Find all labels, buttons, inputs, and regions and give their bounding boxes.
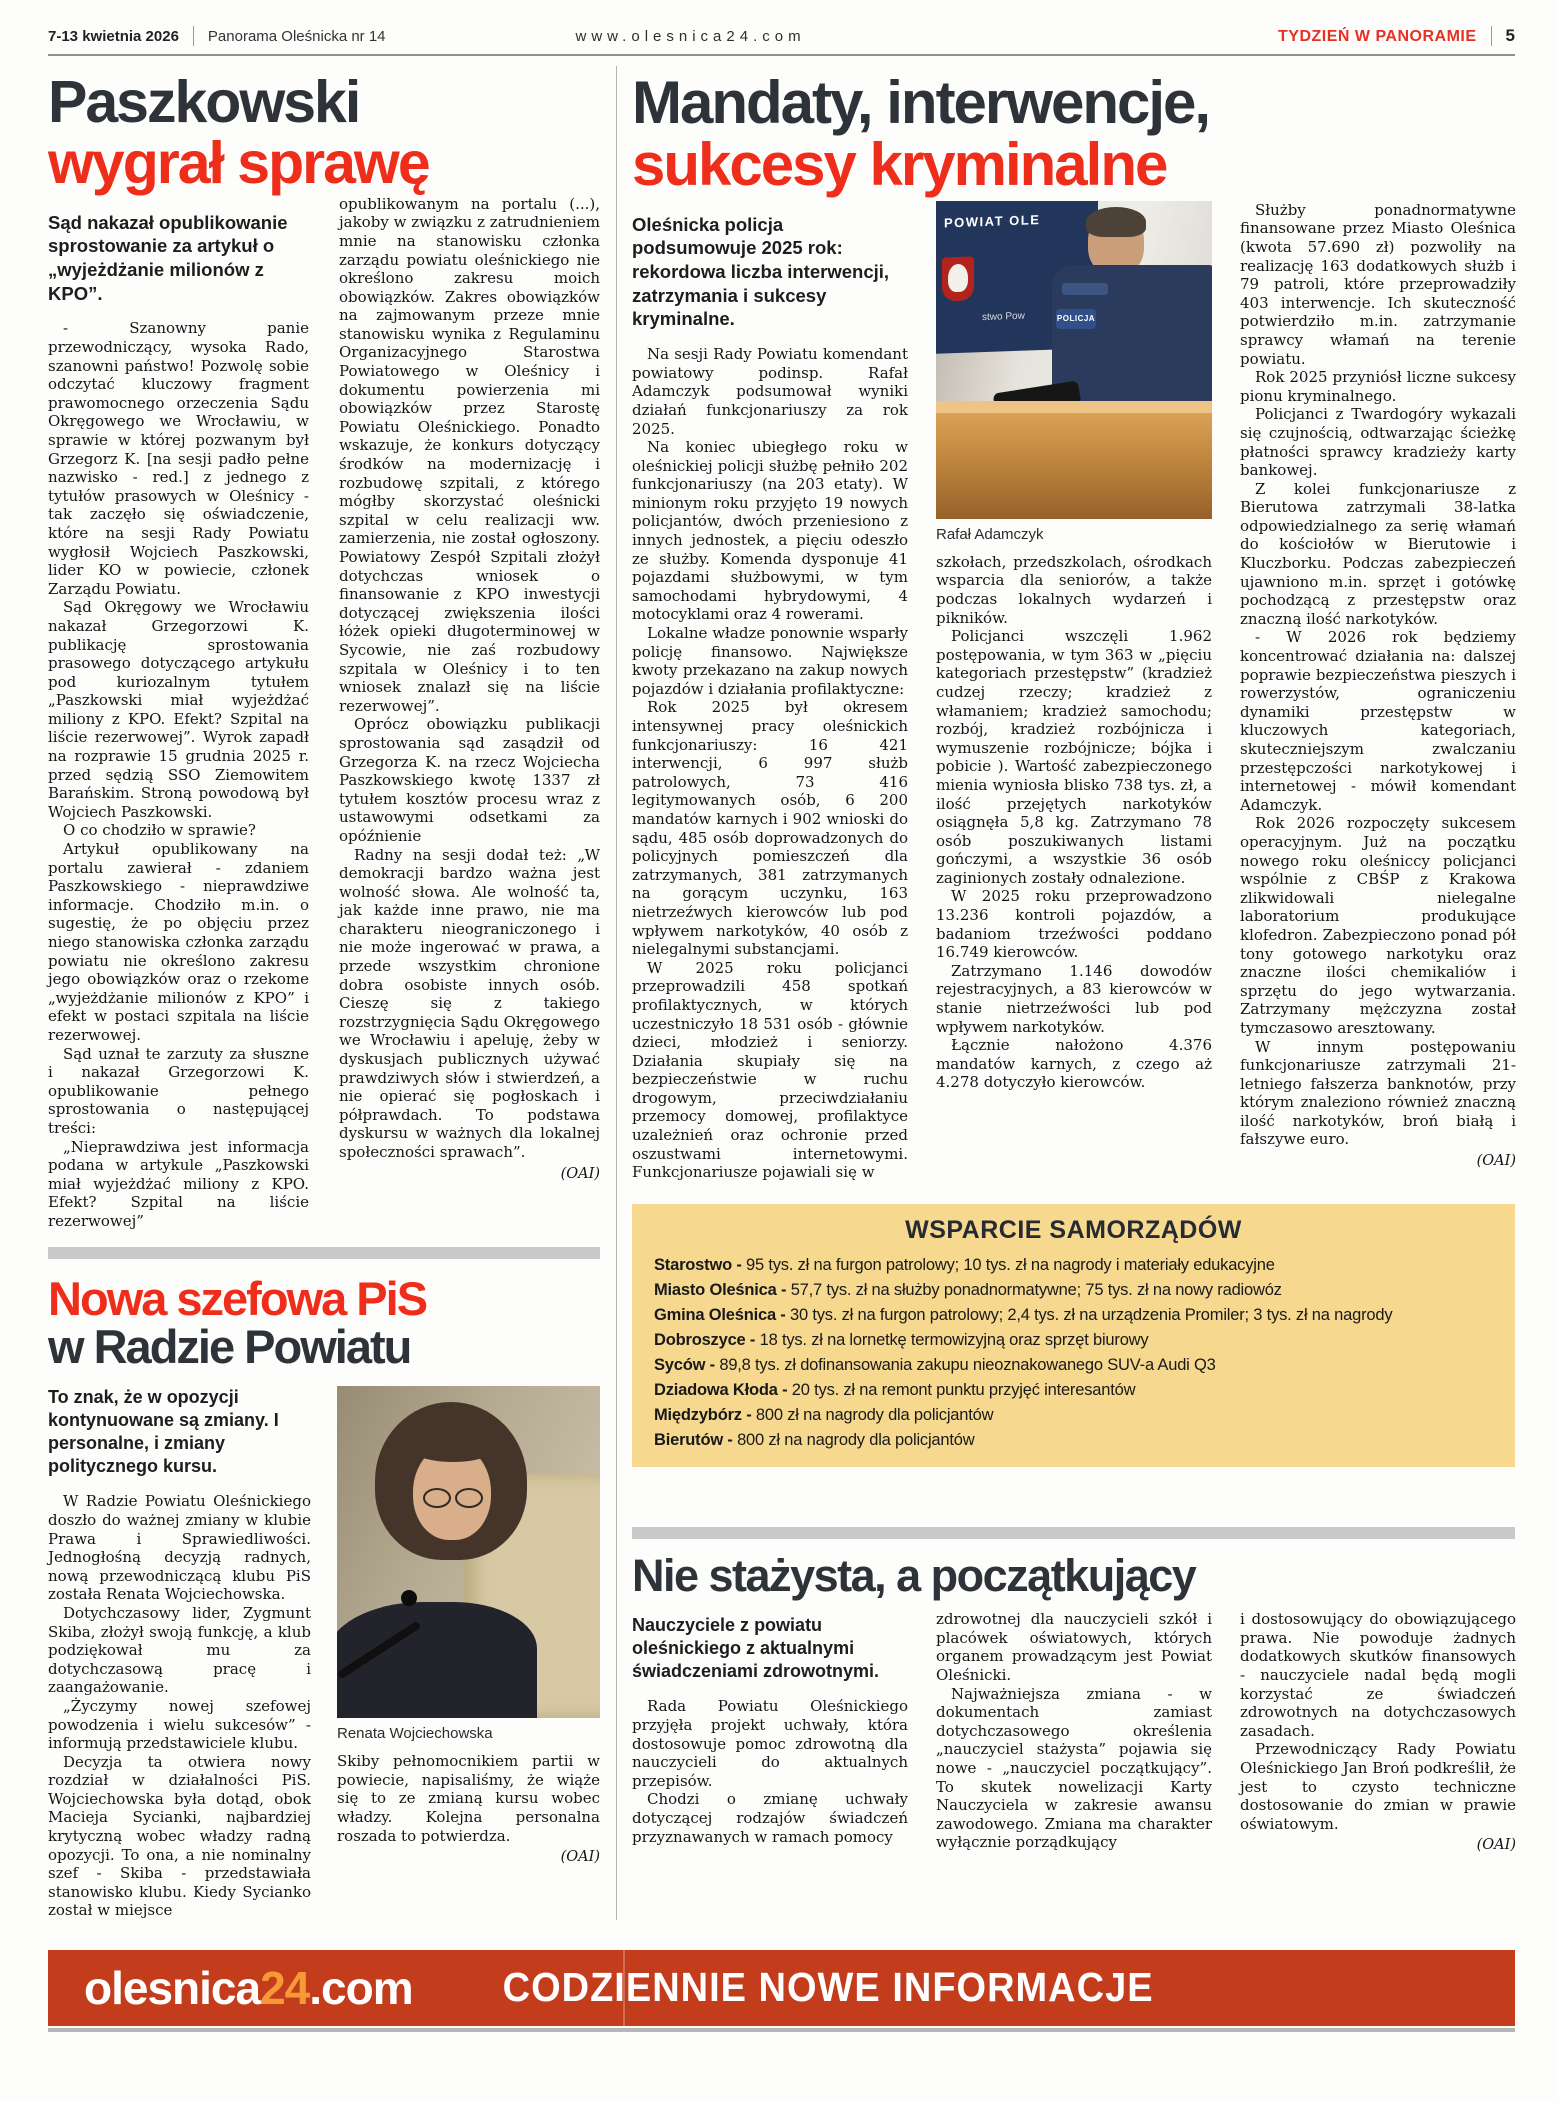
policja-patch: POLICJA xyxy=(1056,309,1096,329)
footer-slogan: CODZIENNIE NOWE INFORMACJE xyxy=(502,1964,1154,2011)
article-teachers-col1 xyxy=(632,1610,908,1853)
support-item-text: 20 tys. zł na remont punktu przyjęć interesantów xyxy=(791,1381,1136,1400)
article-teachers-headline: Nie stażysta, a początkujący xyxy=(632,1550,1196,1602)
article-teachers-body2 xyxy=(936,1610,1212,1852)
support-item-text: 800 zł na nagrody dla policjantów xyxy=(737,1431,975,1450)
article-teachers-col2 xyxy=(936,1610,1212,1853)
paragraph: „Nieprawdziwa jest informacja podana w artykule „Paszkowski miał wyjeżdżać miliony z KPO. Efekt? Szpital na liście rezerwowej” xyxy=(48,1137,309,1230)
support-item-label: Gmina Oleśnica - xyxy=(654,1306,786,1325)
paragraph: - W 2026 rok będziemy koncentrować działania na: dalszej poprawie bezpieczeństwa pieszych i rowerzystów, ograniczeniu dynamiki przestępstw w kluczowych kategoriach, skuteczniejszym zwalczaniu przestępczości narkotykowej i internetowej - mówił komendant Adamczyk. xyxy=(1240,628,1516,814)
paragraph: W 2025 roku przeprowadzono 13.236 kontroli pojazdów, a badaniom trzeźwości poddano 16.749 kierowców. xyxy=(936,887,1212,962)
right-section xyxy=(632,56,1515,1920)
paragraph: Radny na sesji dodał też: „W demokracji bardzo ważna jest wolność słowa. Ale wolność ta, jak każde inne prawo, nie ma charakteru nieograniczonego i nie może ingerować w prawa, a przede wszystkim chronione dobra osobiste innych osób. Cieszę się z takiego rozstrzygnięcia Sądu Okręgowego we Wrocławiu i apeluję, żeby w dyskusjach publicznych używać prawdziwych słów i stwierdzeń, a nie opierać się pogłoskach i półprawdach. To podstawa dyskursu w ważnych dla lokalnej społeczności sprawach”. xyxy=(339,845,600,1161)
support-item xyxy=(654,1328,1493,1353)
paragraph: Rok 2025 przyniósł liczne sukcesy pionu kryminalnego. xyxy=(1240,368,1516,405)
support-item xyxy=(654,1278,1493,1303)
article-teachers xyxy=(632,1527,1515,1853)
paragraph: Decyzja ta otwiera nowy rozdział w działalności PiS. Wojciechowska była dotąd, obok Macieja Sycianki, najbardziej krytyczną wobec władzy radną opozycji. To ona, a nie nominalny szef - Skiba - przedstawiała stanowisko klubu. Kiedy Sycianko został w miejsce xyxy=(48,1752,311,1920)
section-title: TYDZIEŃ W PANORAMIE xyxy=(1278,28,1477,45)
paragraph: Dotychczasowy lider, Zygmunt Skiba, złożył swoją funkcję, a klub podziękował mu za dotychczasową pracę i zaangażowanie. xyxy=(48,1603,311,1697)
article-pis xyxy=(48,1247,600,1921)
emblem-shield xyxy=(942,256,974,301)
footer-bar xyxy=(48,1950,1515,2026)
support-item-label: Międzybórz - xyxy=(654,1406,752,1425)
article-paszkowski-lead: Sąd nakazał opublikowanie sprostowanie za artykuł o „wyjeżdżanie milionów z KPO”. xyxy=(48,211,288,304)
article-teachers-body1 xyxy=(632,1697,908,1846)
paragraph: W Radzie Powiatu Oleśnickiego doszło do ważnej zmiany w klubie Prawa i Sprawiedliwości. Jednogłośną decyzją radnych, nową przewodniczącą klubu PiS została Renata Wojciechowska. xyxy=(48,1492,311,1604)
paragraph: Chodzi o zmianę uchwały dotyczącej rodzajów świadczeń przyznawanych w ramach pomocy xyxy=(632,1790,908,1846)
paragraph: Policjanci z Twardogóry wykazali się czujnością, odtwarzając ścieżkę płatności sprawcy kradzieży karty bankowej. xyxy=(1240,405,1516,480)
article-pis-col1 xyxy=(48,1386,311,1920)
article-police-body3 xyxy=(1240,201,1516,1149)
author-signature: (OAI) xyxy=(560,1849,600,1866)
eagle-icon xyxy=(948,263,968,292)
support-item-label: Dziadowa Kłoda - xyxy=(654,1381,788,1400)
paragraph: Lokalne władze ponownie wsparły policję finansowo. Największe kwoty przekazano na zakup nowych pojazdów i działania profilaktyczne: xyxy=(632,624,908,698)
logo-tld: .com xyxy=(309,1962,413,2014)
paragraph: Na sesji Rady Powiatu komendant powiatowy podinsp. Rafał Adamczyk podsumował wyniki działań funkcjonariuszy za rok 2025. xyxy=(632,345,908,438)
support-item-text: 18 tys. zł na lornetkę termowizyjną oraz sprzęt biurowy xyxy=(759,1331,1149,1350)
headline-line1: Nowa szefowa PiS xyxy=(48,1271,427,1325)
page-number: 5 xyxy=(1505,26,1515,45)
paragraph: Łącznie nałożono 4.376 mandatów karnych, z czego aż 4.278 dotyczyło kierowców. xyxy=(936,1036,1212,1092)
paragraph: W 2025 roku policjanci przeprowadzili 458 spotkań profilaktycznych, w których uczestniczyło 18 531 osób - głównie dzieci, młodzież i seniorzy. Działania skupiały się na bezpieczeństwie w ruchu drogowym, przeciwdziałaniu przemocy domowej, profilaktyce uzależnień oraz ochronie przed oszustwami internetowymi. Funkcjonariusze pojawiali się w xyxy=(632,958,908,1182)
article-paszkowski-headline xyxy=(48,69,600,197)
paragraph: opublikowanym na portalu (...), jakoby w związku z zatrudnieniem mnie na stanowisku członka zarządu powiatu oleśnickiego nie określono zakresu moich obowiązków. Zakres obowiązków na zajmowanym przeze mnie stanowisku wynika z Regulaminu Organizacyjnego Starostwa Powiatowego w Oleśnicy i dokumentu powierzenia mi obowiązków przez Starostę Powiatu Oleśnickiego. Ponadto wskazuje, że konkurs dotyczący środków na modernizację i rozbudowę szpitali, z którego mógłby skorzystać oleśnicki szpital w celu realizacji ww. zamierzenia, nie został ogłoszony. Powiatowy Zespół Szpitali złożył dotychczas wniosek o finansowanie z KPO inwestycji dotyczącej zwiększenia ilości łóżek opieki długoterminowej w Sycowie, nie zaś rozbudowy szpitala w Oleśnicy i to ten wniosek znalazł się na liście rezerwowej”. xyxy=(339,194,600,715)
glasses-shape xyxy=(423,1488,483,1506)
issue-date: 7-13 kwietnia 2026 xyxy=(48,28,179,45)
author-signature: (OAI) xyxy=(560,1165,600,1182)
article-paszkowski xyxy=(48,69,600,1231)
support-item xyxy=(654,1428,1493,1453)
support-item-text: 800 zł na nagrody dla policjantów xyxy=(755,1406,994,1425)
podium-shape xyxy=(936,401,1212,519)
paragraph: zdrowotnej dla nauczycieli szkół i placówek oświatowych, których organem prowadzącym jest Powiat Oleśnicki. xyxy=(936,1610,1212,1685)
website-url: www.olesnica24.com xyxy=(575,28,806,45)
masthead-divider-2 xyxy=(1491,26,1492,46)
author-signature: (OAI) xyxy=(1476,1153,1516,1170)
headline-line1: Mandaty, interwencje, xyxy=(632,69,1210,136)
article-pis-lead: To znak, że w opozycji kontynuowane są zmiany. I personalne, i zmiany politycznego kursu. xyxy=(48,1387,279,1477)
paragraph: Najważniejsza zmiana - w dokumentach zamiast dotychczasowego określenia „nauczyciel stażysta” pojawia się nowe - „nauczyciel początkujący”. To skutek nowelizacji Karty Nauczyciela w zakresie awansu zawodowego. Zmiana ma charakter wyłącznie porządkujący xyxy=(936,1684,1212,1852)
paragraph: Na koniec ubiegłego roku w oleśnickiej policji służbę pełniło 202 funkcjonariuszy (na 203 etaty). W minionym roku przyjęto 19 nowych policjantów, dwóch przeniesiono z innych jednostek, a pięciu odeszło ze służby. Komenda dysponuje 41 pojazdami służbowymi, w tym samochodami hybrydowymi, 4 motocyklami oraz 4 rowerami. xyxy=(632,438,908,624)
column-divider xyxy=(616,66,617,1920)
paragraph: „Życzymy nowej szefowej powodzenia i wielu sukcesów” - informują przedstawiciele klubu. xyxy=(48,1696,311,1753)
paragraph: szkołach, przedszkolach, ośrodkach wsparcia dla seniorów, a także podczas lokalnych wydarzeń i pikników. xyxy=(936,552,1212,627)
support-item xyxy=(654,1403,1493,1428)
section-separator-bar xyxy=(632,1527,1515,1539)
photo-caption: Rafał Adamczyk xyxy=(936,525,1044,543)
support-item xyxy=(654,1303,1493,1328)
article-paszkowski-col1 xyxy=(48,195,309,1231)
banner-text: POWIAT OLE xyxy=(944,211,1041,231)
support-box xyxy=(632,1204,1515,1468)
olesnica24-logo xyxy=(84,1961,413,2015)
section-separator-bar xyxy=(48,1247,600,1259)
article-police-body2 xyxy=(936,553,1212,1092)
headline-line2: sukcesy kryminalne xyxy=(632,131,1167,199)
masthead-divider xyxy=(193,26,194,46)
support-item-text: 89,8 tys. zł dofinansowania zakupu nieoznakowanego SUV-a Audi Q3 xyxy=(719,1356,1216,1375)
support-item-label: Starostwo - xyxy=(654,1255,742,1274)
paragraph: Sąd uznał te zarzuty za słuszne i nakazał Grzegorzowi K. opublikowanie pełnego sprostowania o następującej treści: xyxy=(48,1044,309,1137)
paragraph: Sąd Okręgowy we Wrocławiu nakazał Grzegorzowi K. publikację sprostowania prasowego dotyczącego artykułu pod kuriozalnym tytułem „Paszkowski miał wyjeżdżać miliony z KPO. Efekt? Szpital na liście rezerwowej”. Wyrok zapadł na rozprawie 15 grudnia 2025 r. przed sędzią SSO Ziemowitem Barańskim. Stroną powodową był Wojciech Paszkowski. xyxy=(48,598,309,821)
paragraph: Oprócz obowiązku publikacji sprostowania sąd zasądził od Grzegorza K. na rzecz Wojciecha Paszkowskiego kwotę 1337 zł tytułem kosztów procesu wraz z ustawowymi odsetkami za opóźnienie xyxy=(339,715,600,845)
article-police-body1 xyxy=(632,345,908,1182)
paragraph: Skiby pełnomocnikiem partii w powiecie, napisaliśmy, że wiąże się to ze zmianą kursu wobec władzy. Kolejna personalna roszada to potwierdza. xyxy=(337,1752,600,1845)
support-item xyxy=(654,1378,1493,1403)
support-box-items xyxy=(654,1253,1493,1454)
paragraph: Rada Powiatu Oleśnickiego przyjęła projekt uchwały, która dostosowuje pomoc zdrowotną dla nauczycieli do aktualnych przepisów. xyxy=(632,1697,908,1790)
paragraph: O co chodziło w sprawie? xyxy=(63,821,256,840)
article-pis-body2 xyxy=(337,1752,600,1845)
support-item-label: Bierutów - xyxy=(654,1431,733,1450)
paragraph: Rok 2026 rozpoczęty sukcesem operacyjnym. Już na początku nowego roku oleśniccy policjanci wspólnie z CBŚP z Krakowa zlikwidowali nielegalne laboratorium produkujące klofedron. Zabezpieczono ponad pół tony gotowego narkotyku oraz znaczne ilości chemikaliów i sprzętu do jego wytwarzania. Zatrzymany mężczyzna został tymczasowo aresztowany. xyxy=(1240,814,1516,1037)
article-pis-headline xyxy=(48,1271,600,1374)
podium-edge xyxy=(936,401,1212,413)
support-box-title: WSPARCIE SAMORZĄDÓW xyxy=(905,1215,1242,1244)
paragraph: Przewodniczący Rady Powiatu Oleśnickiego Jan Broń podkreślił, że jest to czysto techniczne dostosowanie do zmian w prawie oświatowym. xyxy=(1240,1740,1516,1833)
paragraph: W innym postępowaniu funkcjonariusze zatrzymali 21-letniego fałszerza banknotów, przy którym znaleziono również znaczną ilość narkotyków, broń białą i fałszywe euro. xyxy=(1240,1037,1516,1149)
support-item-text: 57,7 tys. zł na służby ponadnormatywne; 75 tys. zł na nowy radiowóz xyxy=(790,1280,1282,1299)
article-police-col3 xyxy=(1240,201,1516,1182)
paragraph: - Szanowny panie przewodniczący, wysoka Rado, szanowni państwo! Pozwolę sobie odczytać kluczowy fragment prawomocnego orzeczenia Sądu Okręgowego we Wrocławiu, w sprawie w której pozwanym był Grzegorz K. [na sesji padło pełne nazwisko - red.] z jednego z tytułów prasowych w Oleśnicy - tak zaczęło się oświadczenie, które na sesji Rady Powiatu wygłosił Wojciech Paszkowski, lider KO w powiecie, członek Zarządu Powiatu. xyxy=(48,319,309,598)
renata-wojciechowska-photo xyxy=(337,1386,600,1718)
article-teachers-body3 xyxy=(1240,1610,1516,1833)
article-pis-body1 xyxy=(48,1492,311,1920)
epaulette-shape xyxy=(1062,283,1108,295)
logo-number: 24 xyxy=(260,1962,310,2014)
paragraph: i dostosowujący do obowiązującego prawa. Nie powoduje żadnych dodatkowych skutków finansowych - nauczyciele nadal będą mogli korzystać ze świadczeń zdrowotnych na dotychczasowych zasadach. xyxy=(1240,1610,1516,1740)
headline-line2: w Radzie Powiatu xyxy=(48,1320,411,1374)
paragraph: Rok 2025 był okresem intensywnej pracy oleśnickich funkcjonariuszy: 16 421 interwencji, 6 997 służb patrolowych, 73 416 legitymowanych osób, 6 200 mandatów karnych i 902 wnioski do sądu, 485 osób doprowadzonych do policyjnych pomieszczeń dla zatrzymanych, 381 zatrzymanych na gorącym uczynku, 163 nietrzeźwych kierowców lub pod wpływem narkotyków, 40 osób z nielegalnymi substancjami. xyxy=(632,698,908,959)
headline-line2: wygrał sprawę xyxy=(48,130,429,197)
headline-line1: Paszkowski xyxy=(48,69,360,135)
support-item xyxy=(654,1253,1493,1278)
support-item-label: Syców - xyxy=(654,1356,715,1375)
footer-banner xyxy=(48,1950,1515,2032)
paragraph: Artykuł opublikowany na portalu zawierał - zdaniem Paszkowskiego - nieprawdziwe informacje. Chodziło m.in. o sugestię, że po objęciu przez niego stanowiska członka zarządu powiatu nie określono zakresu jego obowiązków oraz o rzekome „wyjeżdżanie milionów z KPO” i efekt w postaci szpitala na liście rezerwowej. xyxy=(48,840,309,1044)
photo-caption: Renata Wojciechowska xyxy=(337,1725,493,1743)
support-item xyxy=(654,1353,1493,1378)
logo-text: olesnica xyxy=(84,1962,261,2014)
footer-underline xyxy=(48,2028,1515,2032)
support-item-text: 30 tys. zł na furgon patrolowy; 2,4 tys. zł na urządzenia Promiler; 3 tys. zł na nagrody xyxy=(790,1306,1393,1325)
article-paszkowski-body2 xyxy=(339,195,600,1162)
article-police-col2 xyxy=(936,201,1212,1182)
paragraph: Z kolei funkcjonariusze z Bierutowa zatrzymali 38-latka odpowiedzialnego za serię włamań do kościołów w Bierutowie i Kluczborku. Podczas zabezpieczeń ujawniono m.in. sprzęt i gotówkę pochodzącą z przestępstw oraz znaczną ilość narkotyków. xyxy=(1240,479,1516,628)
masthead xyxy=(48,26,1515,54)
article-police-lead: Oleśnicka policja podsumowuje 2025 rok: rekordowa liczba interwencji, zatrzymania i sukcesy kryminalne. xyxy=(632,213,890,330)
article-teachers-lead: Nauczyciele z powiatu oleśnickiego z aktualnymi świadczeniami zdrowotnymi. xyxy=(632,1615,880,1682)
hair-shape xyxy=(1086,207,1146,237)
article-teachers-col3 xyxy=(1240,1610,1516,1853)
banner-subtext: stwo Pow xyxy=(982,310,1025,323)
paragraph: Zatrzymano 1.146 dowodów rejestracyjnych, a 83 kierowców w stanie nietrzeźwości lub pod wpływem narkotyków. xyxy=(936,961,1212,1036)
article-pis-col2 xyxy=(337,1386,600,1920)
paragraph: Policjanci wszczęli 1.962 postępowania, w tym 363 w „pięciu kategoriach przestępstw” (kradzież cudzej rzeczy; kradzież z włamaniem; kradzież samochodu; rozbój, kradzież rozbójnicza i wymuszenie rozbójnicze; bójka i pobicie ). Wartość zabezpieczonego mienia wyniosła blisko 738 tys. zł, a ilość przejętych narkotyków osiągnęła 5,8 kg. Zatrzymano 78 osób poszukiwanych listami gończymi, a wszystkie 36 osób zaginionych zostały odnalezione. xyxy=(936,627,1212,887)
support-item-label: Dobroszyce - xyxy=(654,1331,756,1350)
left-section xyxy=(48,56,600,1920)
article-police xyxy=(632,69,1516,1182)
support-item-text: 95 tys. zł na furgon patrolowy; 10 tys. zł na nagrody i materiały edukacyjne xyxy=(746,1255,1275,1274)
article-paszkowski-col2 xyxy=(339,195,600,1231)
fringe-shape xyxy=(403,1422,503,1462)
article-police-headline xyxy=(632,69,1515,199)
paragraph: Służby ponadnormatywne finansowane przez Miasto Oleśnica (kwota 57.690 zł) pozwoliły na realizację 163 dodatkowych służb i 79 patroli, które przeprowadziły 403 interwencje. Ich skuteczność potwierdziło m.in. zatrzymanie sprawcy włamań na terenie powiatu. xyxy=(1240,200,1516,368)
support-item-label: Miasto Oleśnica - xyxy=(654,1280,787,1299)
edition-label: Panorama Oleśnicka nr 14 xyxy=(207,28,386,45)
rafal-adamczyk-photo xyxy=(936,201,1212,519)
article-paszkowski-body1 xyxy=(48,319,309,1230)
article-police-col1 xyxy=(632,201,908,1182)
author-signature: (OAI) xyxy=(1476,1837,1516,1854)
